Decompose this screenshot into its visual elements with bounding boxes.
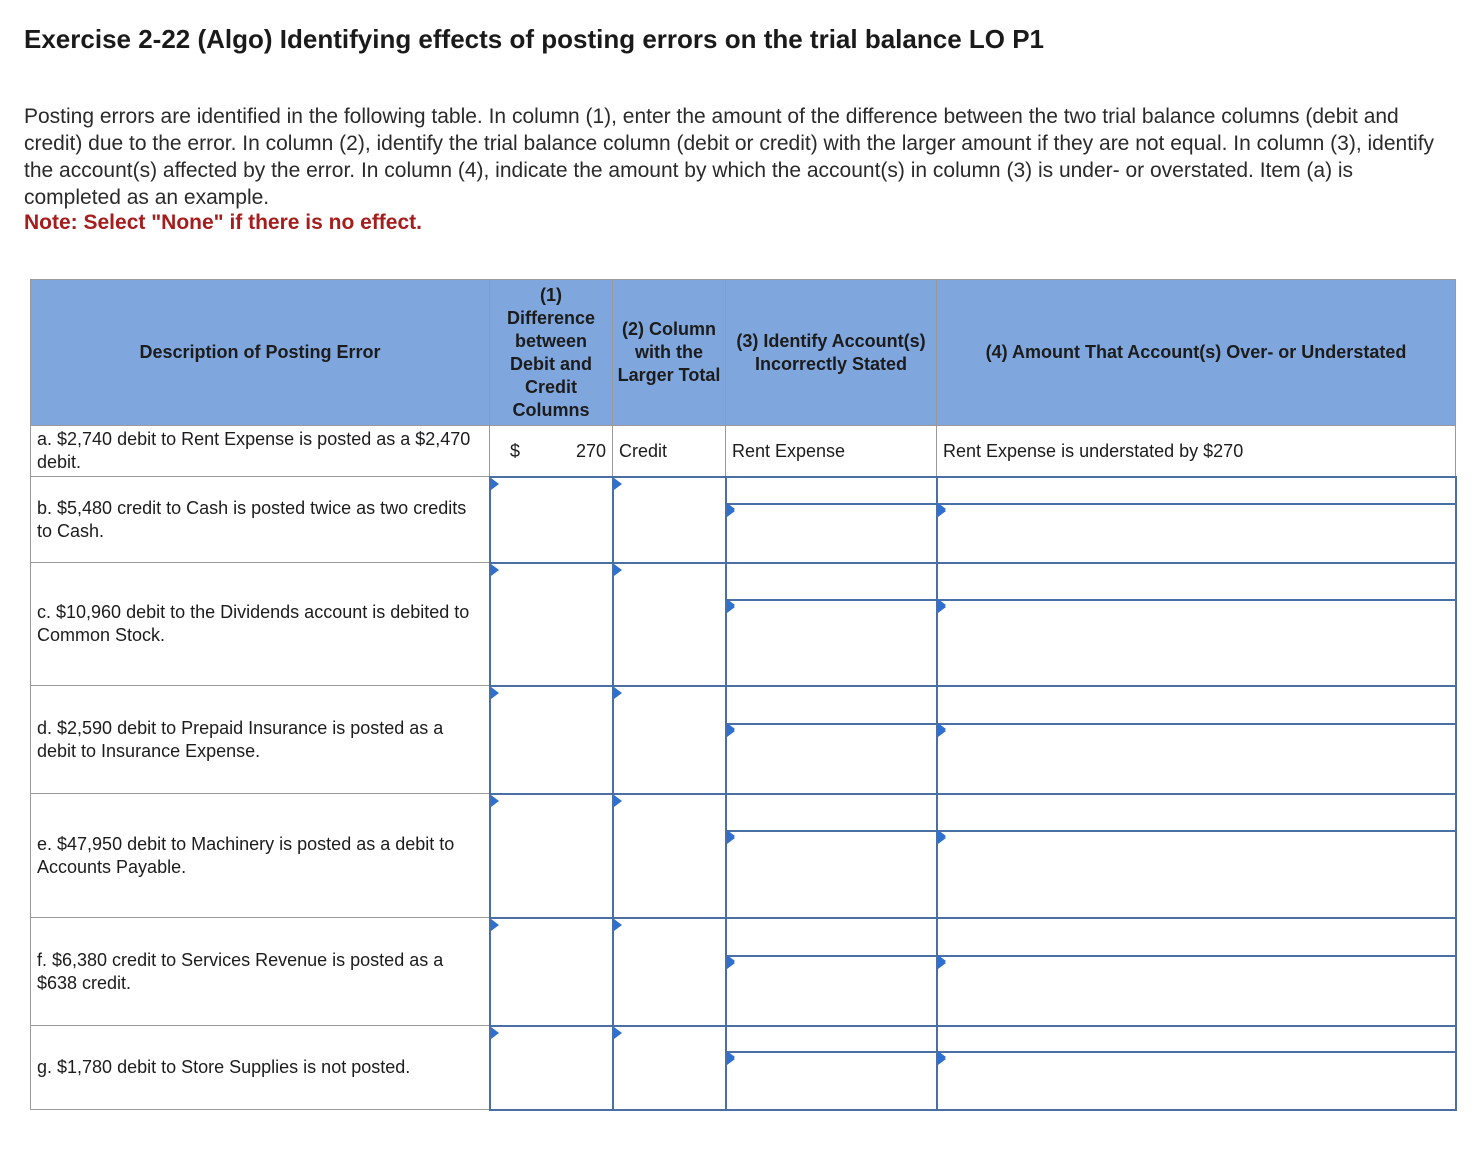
row-b-difference-input[interactable] bbox=[490, 477, 613, 563]
row-e-amount-select-2[interactable] bbox=[938, 832, 1455, 882]
row-e-amount-cell bbox=[937, 794, 1456, 918]
header-amount-over-under: (4) Amount That Account(s) Over- or Understated bbox=[937, 280, 1456, 426]
dropdown-marker-icon bbox=[614, 687, 622, 699]
row-d-difference-input[interactable] bbox=[490, 686, 613, 794]
table-row bbox=[31, 794, 1456, 918]
row-c-amount-cell bbox=[937, 563, 1456, 686]
row-b-account-select-2[interactable] bbox=[727, 505, 936, 537]
dropdown-marker-icon bbox=[491, 795, 499, 807]
dropdown-marker-icon bbox=[491, 687, 499, 699]
dropdown-marker-icon bbox=[491, 564, 499, 576]
dropdown-marker-icon bbox=[727, 725, 735, 737]
dropdown-marker-icon bbox=[938, 832, 946, 844]
row-a-effect: Rent Expense is understated by $270 bbox=[937, 426, 1456, 477]
row-b-description: b. $5,480 credit to Cash is posted twice as two credits to Cash. bbox=[31, 477, 490, 563]
currency-symbol: $ bbox=[510, 441, 521, 461]
dropdown-marker-icon bbox=[491, 919, 499, 931]
header-accounts: (3) Identify Account(s) Incorrectly Stated bbox=[726, 280, 937, 426]
row-f-description: f. $6,380 credit to Services Revenue is posted as a $638 credit. bbox=[31, 918, 490, 1026]
row-e-difference-input[interactable] bbox=[490, 794, 613, 918]
row-c-difference-input[interactable] bbox=[490, 563, 613, 686]
row-g-difference-input[interactable] bbox=[490, 1026, 613, 1110]
dropdown-marker-icon bbox=[727, 957, 735, 969]
dropdown-marker-icon bbox=[614, 795, 622, 807]
row-g-amount-cell bbox=[937, 1026, 1456, 1110]
row-d-amount-cell bbox=[937, 686, 1456, 794]
dropdown-marker-icon bbox=[614, 564, 622, 576]
row-b-account-cell bbox=[726, 477, 937, 563]
row-c-amount-select-2[interactable] bbox=[938, 601, 1455, 649]
posting-errors-table bbox=[30, 279, 1457, 1111]
header-difference: (1) Difference between Debit and Credit Columns bbox=[490, 280, 613, 426]
dropdown-marker-icon bbox=[614, 1027, 622, 1039]
row-d-description: d. $2,590 debit to Prepaid Insurance is posted as a debit to Insurance Expense. bbox=[31, 686, 490, 794]
row-b-amount-cell bbox=[937, 477, 1456, 563]
row-a-difference bbox=[490, 426, 613, 477]
dropdown-marker-icon bbox=[727, 505, 735, 517]
row-e-column-select[interactable] bbox=[613, 794, 726, 918]
dropdown-marker-icon bbox=[727, 601, 735, 613]
row-e-account-select-2[interactable] bbox=[727, 832, 936, 882]
row-e-description: e. $47,950 debit to Machinery is posted as a debit to Accounts Payable. bbox=[31, 794, 490, 918]
dropdown-marker-icon bbox=[938, 1053, 946, 1065]
row-a-account: Rent Expense bbox=[726, 426, 937, 477]
dropdown-marker-icon bbox=[938, 601, 946, 613]
dropdown-marker-icon bbox=[491, 1027, 499, 1039]
row-c-account-cell bbox=[726, 563, 937, 686]
row-c-column-select[interactable] bbox=[613, 563, 726, 686]
dropdown-marker-icon bbox=[938, 505, 946, 517]
row-a-column: Credit bbox=[613, 426, 726, 477]
table-row bbox=[31, 918, 1456, 1026]
dropdown-marker-icon bbox=[614, 919, 622, 931]
row-b-amount-select-2[interactable] bbox=[938, 505, 1455, 537]
row-e-account-cell bbox=[726, 794, 937, 918]
row-c-account-select-2[interactable] bbox=[727, 601, 936, 649]
row-f-difference-input[interactable] bbox=[490, 918, 613, 1026]
row-d-account-select-2[interactable] bbox=[727, 725, 936, 757]
row-b-column-select[interactable] bbox=[613, 477, 726, 563]
row-f-column-select[interactable] bbox=[613, 918, 726, 1026]
row-g-description: g. $1,780 debit to Store Supplies is not posted. bbox=[31, 1026, 490, 1110]
header-description: Description of Posting Error bbox=[31, 280, 490, 426]
dropdown-marker-icon bbox=[727, 1053, 735, 1065]
row-f-account-select-2[interactable] bbox=[727, 957, 936, 989]
row-g-account-select-2[interactable] bbox=[727, 1053, 936, 1085]
row-a-description: a. $2,740 debit to Rent Expense is posted as a $2,470 debit. bbox=[31, 426, 490, 477]
table-row bbox=[31, 477, 1456, 563]
dropdown-marker-icon bbox=[938, 725, 946, 737]
dropdown-marker-icon bbox=[727, 832, 735, 844]
header-larger-column: (2) Column with the Larger Total bbox=[613, 280, 726, 426]
row-d-account-cell bbox=[726, 686, 937, 794]
dropdown-marker-icon bbox=[614, 478, 622, 490]
row-g-column-select[interactable] bbox=[613, 1026, 726, 1110]
table-row bbox=[31, 563, 1456, 686]
note-text: Note: Select "None" if there is no effect. bbox=[24, 211, 422, 234]
row-f-amount-cell bbox=[937, 918, 1456, 1026]
row-f-amount-select-2[interactable] bbox=[938, 957, 1455, 989]
row-d-column-select[interactable] bbox=[613, 686, 726, 794]
example-row bbox=[31, 426, 1456, 477]
table-header-row bbox=[31, 280, 1456, 426]
table-row bbox=[31, 686, 1456, 794]
row-f-account-cell bbox=[726, 918, 937, 1026]
table-row bbox=[31, 1026, 1456, 1110]
dropdown-marker-icon bbox=[938, 957, 946, 969]
dropdown-marker-icon bbox=[491, 478, 499, 490]
page-title: Exercise 2-22 (Algo) Identifying effects of posting errors on the trial balance LO P1 bbox=[24, 24, 1045, 54]
row-a-amount: 270 bbox=[575, 441, 606, 461]
row-d-amount-select-2[interactable] bbox=[938, 725, 1455, 757]
row-c-description: c. $10,960 debit to the Dividends account is debited to Common Stock. bbox=[31, 563, 490, 686]
row-g-account-cell bbox=[726, 1026, 937, 1110]
row-g-amount-select-2[interactable] bbox=[938, 1053, 1455, 1085]
instructions-text: Posting errors are identified in the following table. In column (1), enter the amount of the difference between the two trial balance columns (debit and credit) due to the error. In column (2), identify the trial balance column (debit or credit) with the larger amount if they are not equal. In column (3), identify the account(s) affected by the error. In column (4), indicate the amount by which the account(s) in column (3) is under- or overstated. Item (a) is completed as an example. bbox=[24, 105, 1435, 209]
